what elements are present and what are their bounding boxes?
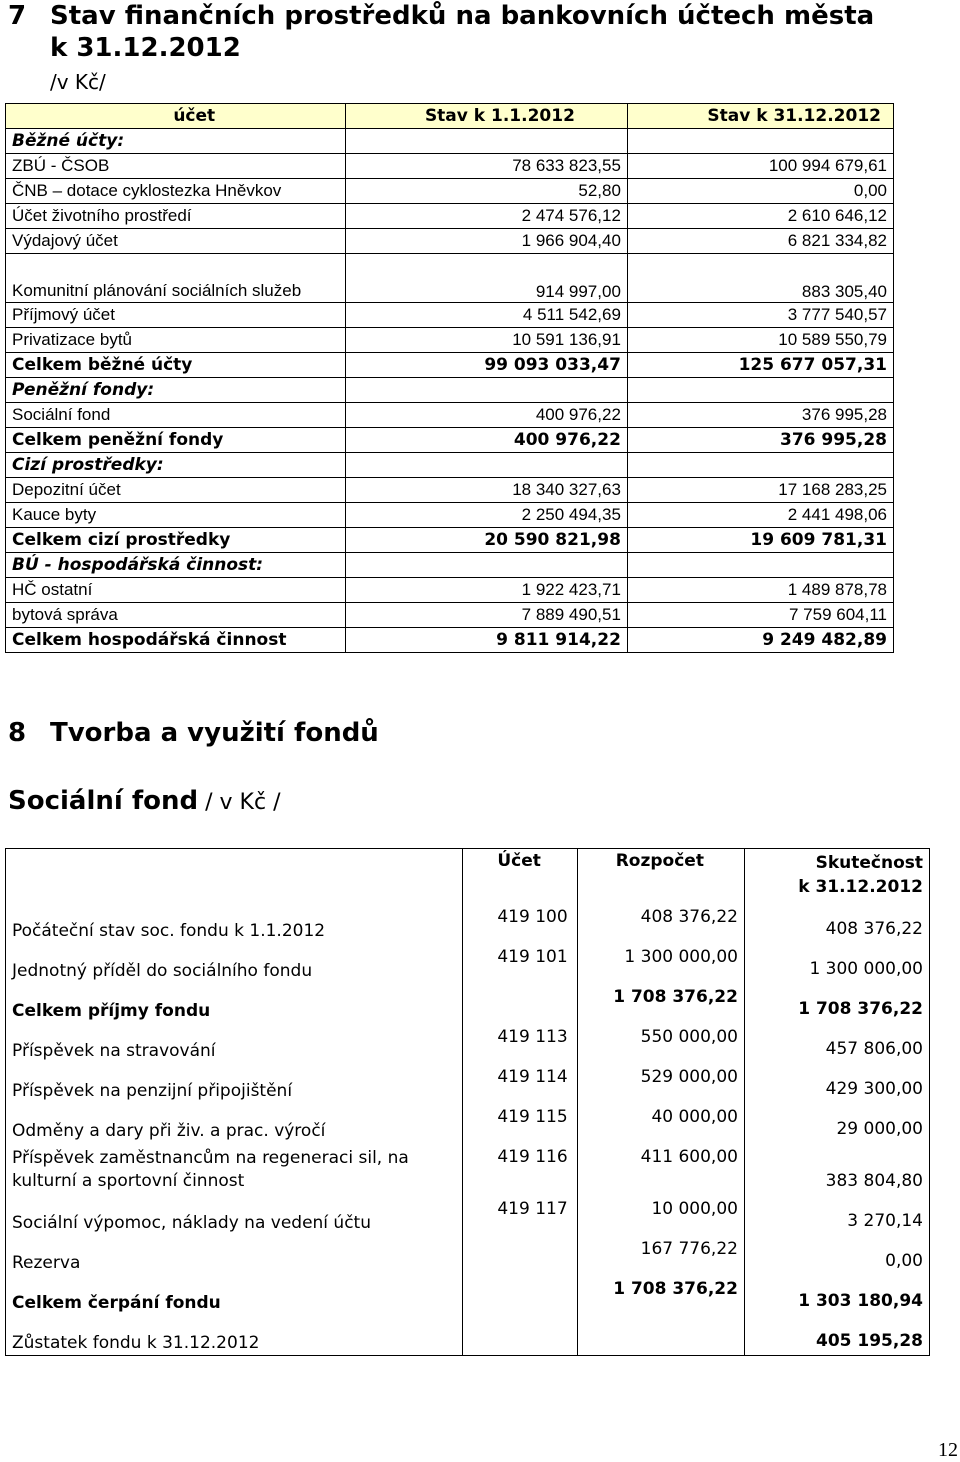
actual-value: 1 300 000,00 bbox=[744, 943, 929, 983]
table-row bbox=[6, 403, 894, 428]
budget-value: 1 708 376,22 bbox=[578, 1275, 745, 1315]
table-row bbox=[6, 503, 894, 528]
table-row bbox=[6, 553, 894, 578]
social-fund-title: Sociální fond bbox=[8, 786, 199, 816]
table-row bbox=[6, 578, 894, 603]
account-number bbox=[463, 1315, 578, 1356]
balance-end: 6 821 334,82 bbox=[627, 229, 893, 254]
balance-start: 1 966 904,40 bbox=[346, 229, 628, 254]
balance-start: 2 474 576,12 bbox=[346, 204, 628, 229]
balance-end bbox=[627, 553, 893, 578]
table-row bbox=[6, 1103, 930, 1143]
section-7-title-line2: k 31.12.2012 bbox=[50, 33, 241, 63]
table-row bbox=[6, 628, 894, 653]
section-7-unit: /v Kč/ bbox=[50, 70, 106, 94]
budget-value: 1 300 000,00 bbox=[578, 943, 745, 983]
table-row bbox=[6, 528, 894, 553]
account-number: 419 113 bbox=[463, 1023, 578, 1063]
section-7-title-line1: Stav finančních prostředků na bankovních účtech města bbox=[50, 1, 875, 31]
balance-end: 9 249 482,89 bbox=[627, 628, 893, 653]
balance-start bbox=[346, 453, 628, 478]
table-row bbox=[6, 204, 894, 229]
item-label: Zůstatek fondu k 31.12.2012 bbox=[6, 1315, 463, 1356]
balance-end: 376 995,28 bbox=[627, 428, 893, 453]
account-number: 419 101 bbox=[463, 943, 578, 983]
balance-start bbox=[346, 129, 628, 154]
account-number bbox=[463, 983, 578, 1023]
balance-start: 7 889 490,51 bbox=[346, 603, 628, 628]
balance-end: 0,00 bbox=[627, 179, 893, 204]
actual-value: 1 708 376,22 bbox=[744, 983, 929, 1023]
table-row bbox=[6, 179, 894, 204]
account-number bbox=[463, 1275, 578, 1315]
account-number: 419 114 bbox=[463, 1063, 578, 1103]
item-label: Rezerva bbox=[6, 1235, 463, 1275]
account-name: Účet životního prostředí bbox=[6, 204, 346, 229]
table-row bbox=[6, 1143, 930, 1195]
item-label: Jednotný příděl do sociálního fondu bbox=[6, 943, 463, 983]
balance-start: 1 922 423,71 bbox=[346, 578, 628, 603]
account-name: Běžné účty: bbox=[6, 129, 346, 154]
account-name: BÚ - hospodářská činnost: bbox=[6, 553, 346, 578]
account-name: Celkem peněžní fondy bbox=[6, 428, 346, 453]
balance-end: 2 441 498,06 bbox=[627, 503, 893, 528]
account-name: HČ ostatní bbox=[6, 578, 346, 603]
actual-value: 429 300,00 bbox=[744, 1063, 929, 1103]
balance-start: 99 093 033,47 bbox=[346, 353, 628, 378]
balance-start bbox=[346, 553, 628, 578]
account-name: Komunitní plánování sociálních služeb bbox=[6, 254, 346, 303]
item-label: Příspěvek zaměstnancům na regeneraci sil, na kulturní a sportovní činnost bbox=[6, 1143, 463, 1195]
account-name: ZBÚ - ČSOB bbox=[6, 154, 346, 179]
account-name: Kauce byty bbox=[6, 503, 346, 528]
table-header-row bbox=[6, 104, 894, 129]
budget-value: 167 776,22 bbox=[578, 1235, 745, 1275]
account-name: Celkem cizí prostředky bbox=[6, 528, 346, 553]
budget-value: 550 000,00 bbox=[578, 1023, 745, 1063]
balance-end: 376 995,28 bbox=[627, 403, 893, 428]
account-name: Peněžní fondy: bbox=[6, 378, 346, 403]
balance-start: 10 591 136,91 bbox=[346, 328, 628, 353]
table-row bbox=[6, 154, 894, 179]
account-name: Depozitní účet bbox=[6, 478, 346, 503]
social-fund-table bbox=[5, 848, 930, 1356]
section-7-heading bbox=[8, 0, 874, 64]
table-row bbox=[6, 1195, 930, 1235]
section-7-number: 7 bbox=[8, 1, 27, 31]
balance-end: 883 305,40 bbox=[627, 254, 893, 303]
item-label: Sociální výpomoc, náklady na vedení účtu bbox=[6, 1195, 463, 1235]
actual-value: 405 195,28 bbox=[744, 1315, 929, 1356]
item-label: Příspěvek na penzijní připojištění bbox=[6, 1063, 463, 1103]
table-row bbox=[6, 943, 930, 983]
table-row bbox=[6, 478, 894, 503]
balance-end: 17 168 283,25 bbox=[627, 478, 893, 503]
balance-start: 18 340 327,63 bbox=[346, 478, 628, 503]
table-row bbox=[6, 254, 894, 303]
account-name: Sociální fond bbox=[6, 403, 346, 428]
budget-value bbox=[578, 1315, 745, 1356]
account-number bbox=[463, 1235, 578, 1275]
page-number: 12 bbox=[938, 1439, 958, 1461]
balance-end bbox=[627, 129, 893, 154]
table-row bbox=[6, 1063, 930, 1103]
section-8-title: Tvorba a využití fondů bbox=[50, 718, 379, 748]
account-name: Výdajový účet bbox=[6, 229, 346, 254]
balance-end bbox=[627, 378, 893, 403]
balance-start: 914 997,00 bbox=[346, 254, 628, 303]
header-actual-line1: Skutečnost bbox=[815, 853, 923, 873]
balance-start: 400 976,22 bbox=[346, 428, 628, 453]
table-row bbox=[6, 603, 894, 628]
balance-end: 19 609 781,31 bbox=[627, 528, 893, 553]
balance-start: 2 250 494,35 bbox=[346, 503, 628, 528]
section-8-number: 8 bbox=[8, 718, 27, 748]
balance-start: 52,80 bbox=[346, 179, 628, 204]
account-name: Celkem běžné účty bbox=[6, 353, 346, 378]
header-account: účet bbox=[6, 104, 346, 129]
balance-end bbox=[627, 453, 893, 478]
section-8-heading bbox=[8, 718, 379, 748]
budget-value: 1 708 376,22 bbox=[578, 983, 745, 1023]
balance-end: 10 589 550,79 bbox=[627, 328, 893, 353]
bank-accounts-table bbox=[5, 103, 894, 653]
table-row bbox=[6, 353, 894, 378]
budget-value: 529 000,00 bbox=[578, 1063, 745, 1103]
table-row bbox=[6, 328, 894, 353]
balance-end: 2 610 646,12 bbox=[627, 204, 893, 229]
balance-start: 20 590 821,98 bbox=[346, 528, 628, 553]
account-number: 419 115 bbox=[463, 1103, 578, 1143]
table-row bbox=[6, 378, 894, 403]
item-label: Celkem příjmy fondu bbox=[6, 983, 463, 1023]
actual-value: 29 000,00 bbox=[744, 1103, 929, 1143]
balance-start bbox=[346, 378, 628, 403]
item-label: Odměny a dary při živ. a prac. výročí bbox=[6, 1103, 463, 1143]
header-balance-end: Stav k 31.12.2012 bbox=[627, 104, 893, 129]
actual-value: 1 303 180,94 bbox=[744, 1275, 929, 1315]
table-row bbox=[6, 453, 894, 478]
budget-value: 408 376,22 bbox=[578, 903, 745, 943]
table-row bbox=[6, 1275, 930, 1315]
actual-value: 408 376,22 bbox=[744, 903, 929, 943]
header-actual-line2: k 31.12.2012 bbox=[798, 877, 923, 897]
balance-end: 3 777 540,57 bbox=[627, 303, 893, 328]
header-balance-start: Stav k 1.1.2012 bbox=[346, 104, 628, 129]
table-header-row bbox=[6, 849, 930, 904]
social-fund-heading bbox=[8, 786, 280, 816]
actual-value: 0,00 bbox=[744, 1235, 929, 1275]
social-fund-unit: / v Kč / bbox=[198, 790, 281, 815]
actual-value: 383 804,80 bbox=[744, 1143, 929, 1195]
header-actual bbox=[744, 849, 929, 904]
balance-end: 100 994 679,61 bbox=[627, 154, 893, 179]
table-row bbox=[6, 1023, 930, 1063]
account-name: Privatizace bytů bbox=[6, 328, 346, 353]
header-blank bbox=[6, 849, 463, 904]
item-label: Celkem čerpání fondu bbox=[6, 1275, 463, 1315]
balance-end: 7 759 604,11 bbox=[627, 603, 893, 628]
header-account: Účet bbox=[463, 849, 578, 904]
item-label: Počáteční stav soc. fondu k 1.1.2012 bbox=[6, 903, 463, 943]
table-row bbox=[6, 983, 930, 1023]
actual-value: 3 270,14 bbox=[744, 1195, 929, 1235]
balance-end: 1 489 878,78 bbox=[627, 578, 893, 603]
balance-start: 400 976,22 bbox=[346, 403, 628, 428]
table-row bbox=[6, 903, 930, 943]
account-name: ČNB – dotace cyklostezka Hněvkov bbox=[6, 179, 346, 204]
actual-value: 457 806,00 bbox=[744, 1023, 929, 1063]
balance-start: 4 511 542,69 bbox=[346, 303, 628, 328]
budget-value: 411 600,00 bbox=[578, 1143, 745, 1195]
account-number: 419 116 bbox=[463, 1143, 578, 1195]
account-name: bytová správa bbox=[6, 603, 346, 628]
table-row bbox=[6, 303, 894, 328]
table-row bbox=[6, 428, 894, 453]
table-row bbox=[6, 1235, 930, 1275]
account-name: Příjmový účet bbox=[6, 303, 346, 328]
header-budget: Rozpočet bbox=[578, 849, 745, 904]
item-label: Příspěvek na stravování bbox=[6, 1023, 463, 1063]
balance-start: 78 633 823,55 bbox=[346, 154, 628, 179]
account-number: 419 100 bbox=[463, 903, 578, 943]
table-row bbox=[6, 229, 894, 254]
balance-end: 125 677 057,31 bbox=[627, 353, 893, 378]
table-row bbox=[6, 129, 894, 154]
account-number: 419 117 bbox=[463, 1195, 578, 1235]
balance-start: 9 811 914,22 bbox=[346, 628, 628, 653]
account-name: Celkem hospodářská činnost bbox=[6, 628, 346, 653]
account-name: Cizí prostředky: bbox=[6, 453, 346, 478]
table-row bbox=[6, 1315, 930, 1356]
budget-value: 40 000,00 bbox=[578, 1103, 745, 1143]
budget-value: 10 000,00 bbox=[578, 1195, 745, 1235]
